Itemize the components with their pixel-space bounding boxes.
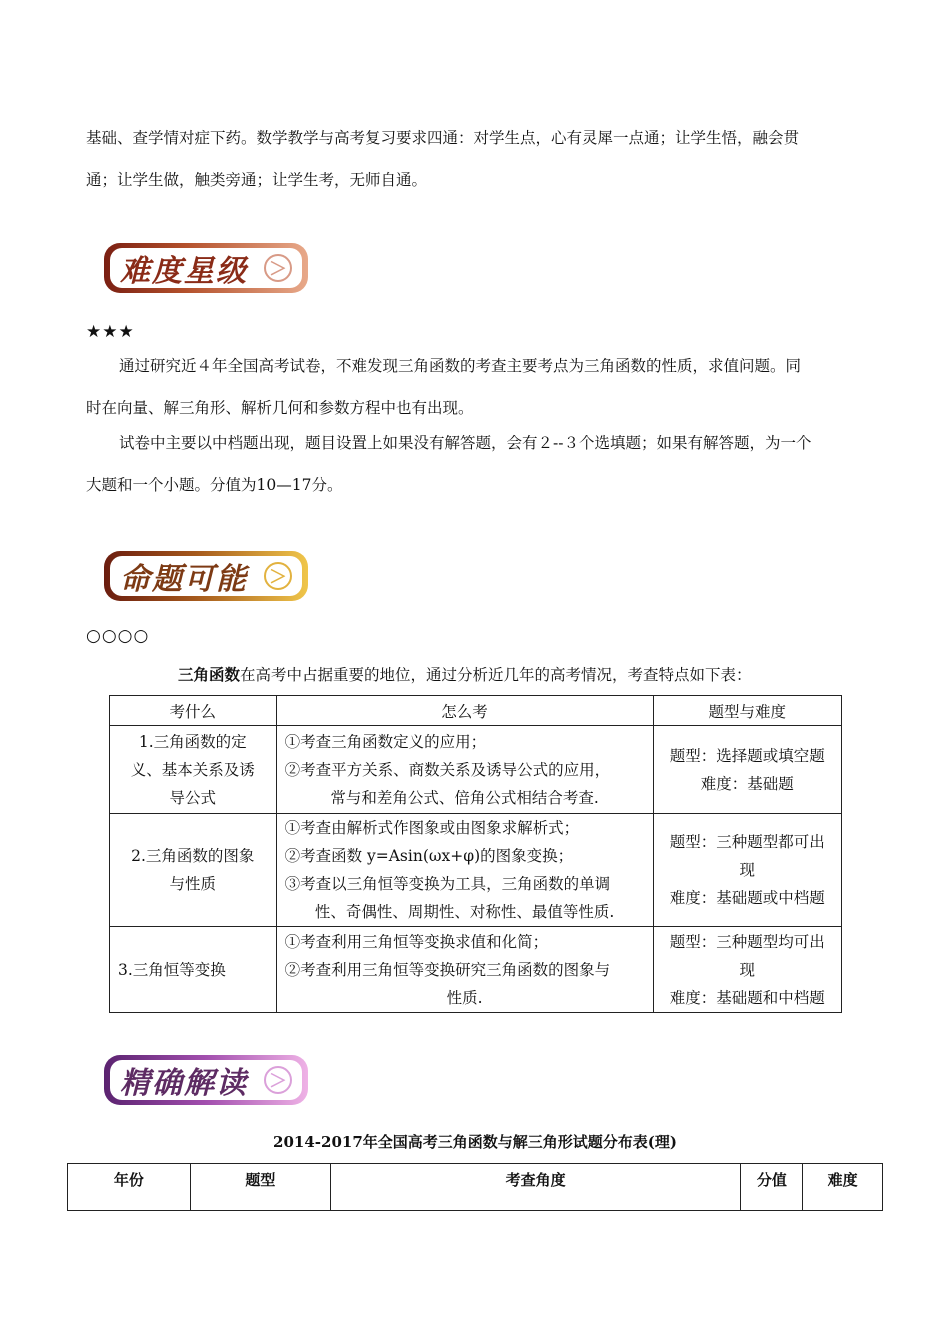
prediction-lead-bold: 三角函数 — [178, 665, 241, 684]
cell-line: 难度：基础题或中档题 — [669, 889, 825, 907]
intro-line-2: 通；让学生做，触类旁通；让学生考，无师自通。 — [86, 171, 428, 189]
difficulty-p2-line2: 大题和一个小题。分值为10—17分。 — [86, 476, 343, 494]
cell-line: ③考查以三角恒等变换为工具，三角函数的单调 — [284, 875, 611, 893]
distribution-table — [67, 1163, 883, 1211]
exam-feature-table — [109, 695, 842, 1013]
chevron-right-icon: ＞ — [264, 1066, 292, 1094]
intro-line-1: 基础、查学情对症下药。数学教学与高考复习要求四通：对学生点，心有灵犀一点通；让学生悟，融会贯 — [86, 129, 800, 147]
chevron-right-icon: ＞ — [264, 254, 292, 282]
table-row — [110, 927, 842, 1013]
row3-what — [110, 927, 277, 1013]
cell-line: 常与和差角公式、倍角公式相结合考查. — [330, 788, 599, 807]
difficulty-banner — [104, 243, 308, 293]
col-header-kind: 题型与难度 — [653, 696, 841, 726]
prediction-lead-rest: 在高考中占据重要的地位，通过分析近几年的高考情况，考查特点如下表： — [240, 666, 752, 684]
col-header-score: 分值 — [741, 1164, 803, 1211]
cell-line: 现 — [739, 960, 756, 979]
cell-line: ①考查利用三角恒等变换求值和化简； — [284, 932, 549, 951]
cell-line: 3.三角恒等变换 — [118, 960, 226, 979]
cell-line: 2.三角函数的图象 — [131, 847, 255, 865]
chevron-right-icon: ＞ — [264, 562, 292, 590]
difficulty-p2-line1: 试卷中主要以中档题出现，题目设置上如果没有解答题，会有２--３个选填题；如果有解答题，为一个 — [119, 434, 812, 452]
cell-line: 难度：基础题 — [700, 774, 794, 793]
cell-line: ②考查平方关系、商数关系及诱导公式的应用， — [284, 760, 611, 779]
cell-line: 义、基本关系及诱 — [130, 760, 255, 779]
analysis-banner — [104, 1055, 308, 1105]
table-row — [110, 726, 842, 814]
prediction-banner — [104, 551, 308, 601]
row1-how — [276, 726, 653, 814]
difficulty-p1-line1: 通过研究近４年全国高考试卷，不难发现三角函数的考查主要考点为三角函数的性质，求值问题。同 — [119, 357, 802, 375]
cell-line: 性、奇偶性、周期性、对称性、最值等性质. — [314, 903, 615, 921]
analysis-banner-title: 精确解读 — [120, 1066, 248, 1101]
prediction-lead — [178, 663, 752, 685]
col-header-type: 题型 — [190, 1164, 330, 1211]
row1-what — [110, 726, 277, 814]
row2-kind — [653, 814, 841, 927]
col-header-how: 怎么考 — [276, 696, 653, 726]
cell-line: 与性质 — [169, 875, 217, 893]
prediction-banner-title: 命题可能 — [120, 562, 248, 597]
row1-kind — [653, 726, 841, 814]
difficulty-stars: ★★★ — [86, 322, 135, 342]
cell-line: 性质. — [446, 988, 483, 1007]
prediction-circles: ○○○○ — [86, 626, 150, 646]
table-row — [110, 814, 842, 927]
col-header-year: 年份 — [68, 1164, 191, 1211]
col-header-what: 考什么 — [110, 696, 277, 726]
table-header-row — [110, 696, 842, 726]
cell-line: ①考查由解析式作图象或由图象求解析式； — [284, 819, 580, 837]
col-header-difficulty: 难度 — [803, 1164, 883, 1211]
cell-line: 现 — [739, 861, 756, 879]
cell-line: 难度：基础题和中档题 — [669, 988, 825, 1007]
table-header-row — [68, 1164, 883, 1211]
col-header-angle: 考查角度 — [330, 1164, 740, 1211]
cell-line: ②考查函数 y=Asin(ωx+φ)的图象变换； — [284, 847, 574, 865]
difficulty-banner-title: 难度星级 — [120, 254, 248, 289]
row3-kind — [653, 927, 841, 1013]
difficulty-p1-line2: 时在向量、解三角形、解析几何和参数方程中也有出现。 — [86, 399, 474, 417]
cell-line: ②考查利用三角恒等变换研究三角函数的图象与 — [284, 960, 611, 979]
row3-how — [276, 927, 653, 1013]
distribution-table-caption: 2014-2017年全国高考三角函数与解三角形试题分布表(理) — [273, 1133, 677, 1151]
cell-line: ①考查三角函数定义的应用； — [284, 732, 487, 751]
row2-what — [110, 814, 277, 927]
cell-line: 题型：三种题型都可出 — [669, 833, 825, 851]
row2-how — [276, 814, 653, 927]
cell-line: 导公式 — [169, 788, 217, 807]
cell-line: 题型：三种题型均可出 — [669, 932, 825, 951]
cell-line: 题型：选择题或填空题 — [669, 746, 825, 765]
cell-line: 1.三角函数的定 — [138, 732, 247, 751]
